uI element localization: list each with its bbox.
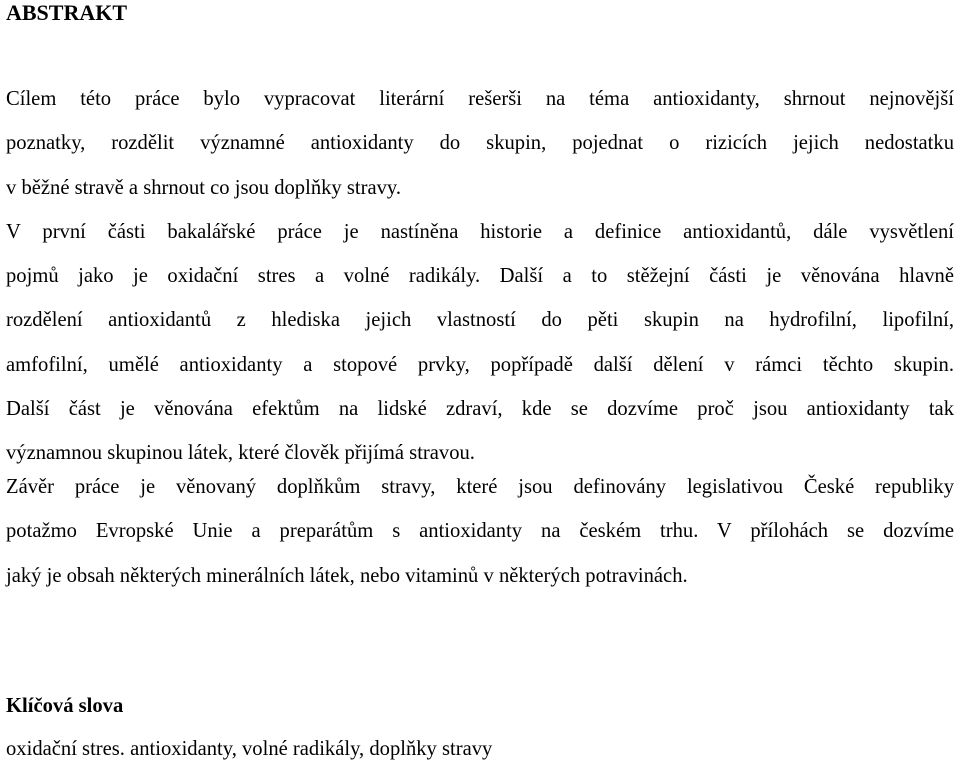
- text-line: poznatky, rozdělit významné antioxidanty do skupin, pojednat o rizicích jejich nedostatku: [6, 132, 954, 155]
- keywords-text: oxidační stres. antioxidanty, volné radikály, doplňky stravy: [6, 738, 493, 760]
- abstract-heading: ABSTRAKT: [6, 0, 128, 25]
- text-line: Další část je věnována efektům na lidské zdraví, kde se dozvíme proč jsou antioxidanty tak: [6, 398, 954, 421]
- text-line: významnou skupinou látek, které člověk přijímá stravou.: [6, 442, 475, 465]
- text-line: Cílem této práce bylo vypracovat literární rešerši na téma antioxidanty, shrnout nejnovější: [6, 88, 954, 110]
- text-line: amfofilní, umělé antioxidanty a stopové prvky, popřípadě další dělení v rámci těchto skupin.: [6, 353, 954, 376]
- abstract-paragraph-1: [6, 77, 954, 476]
- keywords-heading: Klíčová slova: [6, 695, 124, 717]
- text-line: pojmů jako je oxidační stres a volné radikály. Další a to stěžejní části je věnována hlavně: [6, 265, 954, 288]
- text-line: jaký je obsah některých minerálních látek, nebo vitaminů v některých potravinách.: [6, 564, 688, 587]
- text-line: Závěr práce je věnovaný doplňkům stravy, které jsou definovány legislativou České republiky: [6, 476, 954, 498]
- abstract-paragraph-2: [6, 465, 954, 598]
- text-line: v běžné stravě a shrnout co jsou doplňky stravy.: [6, 176, 402, 199]
- text-line: potažmo Evropské Unie a preparátům s antioxidanty na českém trhu. V přílohách se dozvíme: [6, 520, 954, 543]
- text-line: rozdělení antioxidantů z hlediska jejich vlastností do pěti skupin na hydrofilní, lipofilní,: [6, 309, 954, 332]
- text-line: V první části bakalářské práce je nastíněna historie a definice antioxidantů, dále vysvětlení: [6, 220, 954, 243]
